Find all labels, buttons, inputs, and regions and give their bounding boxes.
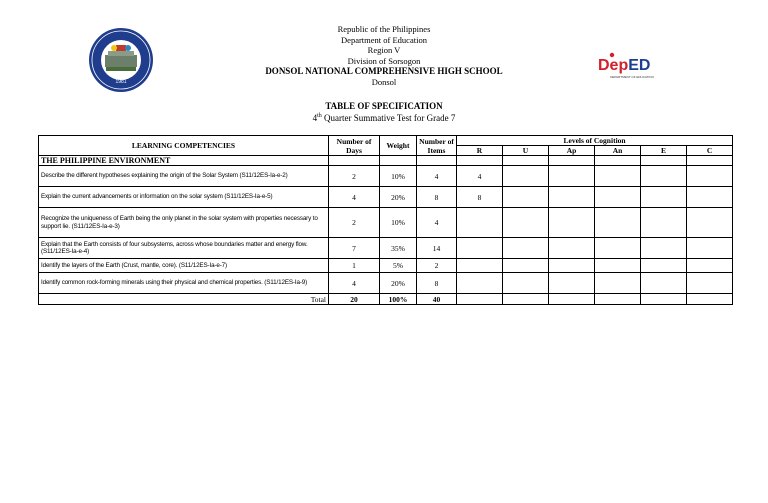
header-town: Donsol (371, 76, 397, 87)
items-cell: 14 (417, 238, 457, 259)
header-line-division: Division of Sorsogon (347, 55, 421, 66)
header-level-e: E (641, 146, 687, 156)
total-weight: 100% (380, 294, 417, 305)
level-r-cell (457, 273, 503, 294)
specification-table (38, 135, 733, 305)
level-c-cell (687, 166, 733, 187)
header-level-ap: Ap (549, 146, 595, 156)
document-header (0, 24, 768, 87)
header-level-r: R (457, 146, 503, 156)
level-u-cell (503, 273, 549, 294)
header-competencies: LEARNING COMPETENCIES (39, 136, 329, 156)
items-cell: 8 (417, 273, 457, 294)
level-e-cell (641, 259, 687, 273)
level-u-cell (503, 238, 549, 259)
level-ap-cell (549, 187, 595, 208)
header-level-an: An (595, 146, 641, 156)
header-line-department: Department of Education (341, 34, 427, 45)
level-an-cell (595, 259, 641, 273)
total-items: 40 (417, 294, 457, 305)
level-an-cell (595, 187, 641, 208)
total-days: 20 (329, 294, 380, 305)
table-row (39, 238, 733, 259)
competency-cell: Describe the different hypotheses explaining the origin of the Solar System (S11/12ES-Ia-e-2) (39, 166, 329, 187)
level-an-cell (595, 208, 641, 238)
level-e-cell (641, 273, 687, 294)
level-c-cell (687, 259, 733, 273)
level-r-cell: 8 (457, 187, 503, 208)
table-row (39, 259, 733, 273)
document-title (0, 101, 768, 123)
total-label: Total (39, 294, 329, 305)
level-e-cell (641, 208, 687, 238)
level-r-cell (457, 238, 503, 259)
weight-cell: 10% (380, 166, 417, 187)
competency-cell: Explain the current advancements or information on the solar system (S11/12ES-Ia-e-5) (39, 187, 329, 208)
level-e-cell (641, 238, 687, 259)
items-cell: 2 (417, 259, 457, 273)
competency-cell: Recognize the uniqueness of Earth being the only planet in the solar system with properties necessary to support lie. (S11/12ES-Ia-e-3) (39, 208, 329, 238)
level-r-cell (457, 259, 503, 273)
days-cell: 1 (329, 259, 380, 273)
school-name: DONSOL NATIONAL COMPREHENSIVE HIGH SCHOOL (265, 66, 503, 76)
level-c-cell (687, 208, 733, 238)
level-u-cell (503, 166, 549, 187)
level-u-cell (503, 208, 549, 238)
days-cell: 4 (329, 187, 380, 208)
header-line-republic: Republic of the Philippines (337, 24, 431, 34)
header-level-u: U (503, 146, 549, 156)
level-an-cell (595, 273, 641, 294)
section-row (39, 156, 733, 166)
items-cell: 8 (417, 187, 457, 208)
header-days: Number of Days (329, 136, 380, 156)
level-ap-cell (549, 166, 595, 187)
svg-text:1981: 1981 (115, 79, 127, 85)
level-ap-cell (549, 238, 595, 259)
level-an-cell (595, 238, 641, 259)
total-row (39, 294, 733, 305)
level-r-cell (457, 208, 503, 238)
level-ap-cell (549, 273, 595, 294)
weight-cell: 20% (380, 187, 417, 208)
days-cell: 4 (329, 273, 380, 294)
header-level-c: C (687, 146, 733, 156)
section-title: THE PHILIPPINE ENVIRONMENT (39, 156, 329, 166)
table-row (39, 273, 733, 294)
level-c-cell (687, 187, 733, 208)
level-ap-cell (549, 208, 595, 238)
title-subtitle: 4th Quarter Summative Test for Grade 7 (312, 113, 456, 123)
weight-cell: 10% (380, 208, 417, 238)
level-c-cell (687, 238, 733, 259)
svg-text:DepED: DepED (598, 57, 651, 74)
days-cell: 2 (329, 166, 380, 187)
competency-cell: Identify the layers of the Earth (Crust, mantle, core). (S11/12ES-Ia-e-7) (39, 259, 329, 273)
svg-text:DEPARTMENT OF EDUCATION: DEPARTMENT OF EDUCATION (610, 75, 654, 79)
table-row (39, 166, 733, 187)
table-row (39, 208, 733, 238)
level-ap-cell (549, 259, 595, 273)
title-main: TABLE OF SPECIFICATION (325, 101, 443, 111)
days-cell: 7 (329, 238, 380, 259)
items-cell: 4 (417, 208, 457, 238)
weight-cell: 5% (380, 259, 417, 273)
competency-cell: Identify common rock-forming minerals using their physical and chemical properties. (S11/12ES-Ia-9) (39, 273, 329, 294)
level-e-cell (641, 187, 687, 208)
weight-cell: 20% (380, 273, 417, 294)
header-levels-of-cognition: Levels of Cognition (457, 136, 733, 146)
days-cell: 2 (329, 208, 380, 238)
level-r-cell: 4 (457, 166, 503, 187)
level-u-cell (503, 187, 549, 208)
header-line-region: Region V (367, 45, 401, 55)
level-an-cell (595, 166, 641, 187)
level-e-cell (641, 166, 687, 187)
level-c-cell (687, 273, 733, 294)
header-items: Number of Items (417, 136, 457, 156)
competency-cell: Explain that the Earth consists of four subsystems, across whose boundaries matter and energy flow. (S11/12ES-Ia-e-4) (39, 238, 329, 259)
header-weight: Weight (380, 136, 417, 156)
items-cell: 4 (417, 166, 457, 187)
weight-cell: 35% (380, 238, 417, 259)
level-u-cell (503, 259, 549, 273)
table-row (39, 187, 733, 208)
